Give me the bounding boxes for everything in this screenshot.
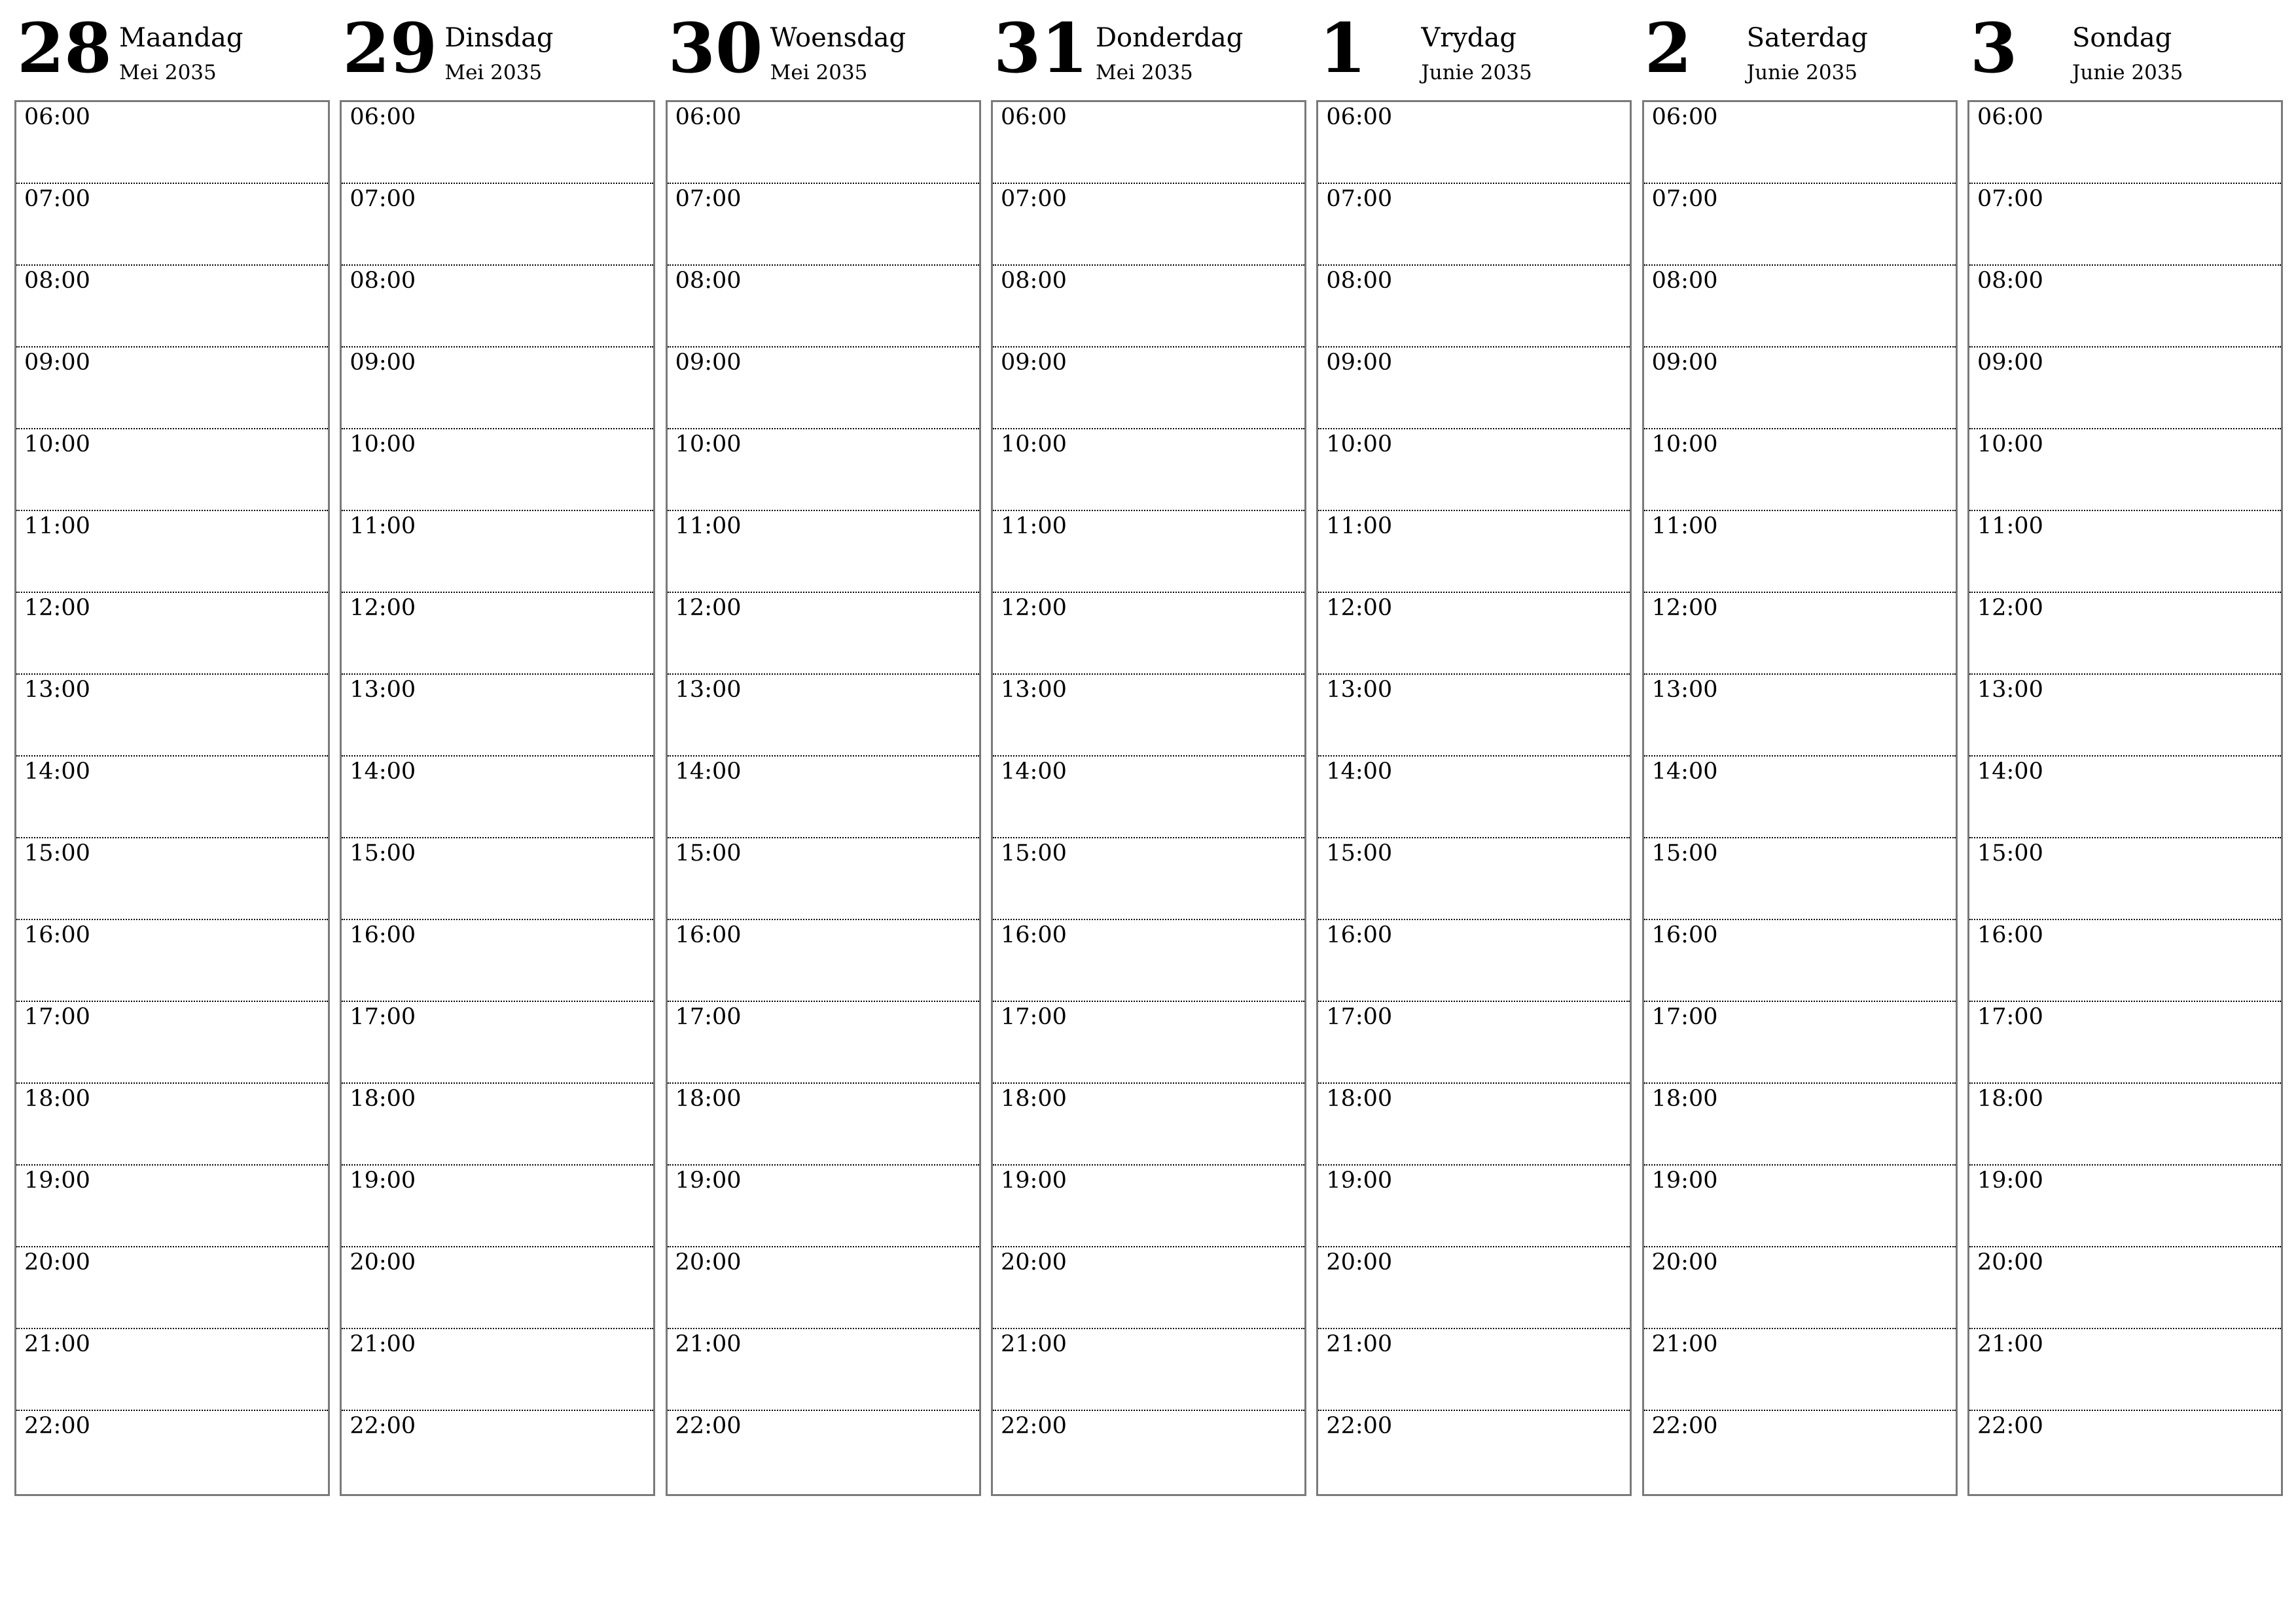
time-slot	[993, 593, 1304, 675]
time-slot-label: 11:00	[24, 513, 90, 539]
time-slot	[993, 1084, 1304, 1166]
time-slot-label: 08:00	[1000, 268, 1067, 294]
time-slot-label: 18:00	[1326, 1086, 1393, 1112]
time-slot	[1318, 920, 1630, 1002]
time-slot-label: 11:00	[1000, 513, 1067, 539]
time-slot	[1644, 1084, 1956, 1166]
time-slot-label: 14:00	[1000, 758, 1067, 785]
time-slot	[1644, 511, 1956, 593]
time-slot	[342, 511, 653, 593]
time-slot	[1644, 1411, 1956, 1494]
time-slot-label: 08:00	[24, 268, 90, 294]
time-slot-label: 21:00	[1326, 1331, 1393, 1357]
time-slot	[1318, 266, 1630, 348]
time-slot-label: 07:00	[675, 186, 742, 212]
time-slot-label: 16:00	[350, 922, 416, 948]
day-name: Dinsdag	[444, 23, 554, 53]
day-column-1	[340, 0, 654, 1499]
time-slot	[668, 511, 979, 593]
day-name: Maandag	[119, 23, 243, 53]
time-slot	[1318, 1411, 1630, 1494]
time-slot-label: 19:00	[24, 1168, 90, 1194]
day-schedule-box	[1642, 100, 1958, 1496]
time-slot-label: 16:00	[675, 922, 742, 948]
day-month-year: Mei 2035	[770, 61, 868, 84]
time-slot-label: 22:00	[1326, 1413, 1393, 1439]
time-slot	[16, 1247, 328, 1329]
time-slot	[993, 348, 1304, 429]
time-slot	[1644, 920, 1956, 1002]
time-slot	[1969, 184, 2281, 266]
time-slot	[1969, 1247, 2281, 1329]
time-slot	[16, 511, 328, 593]
time-slot	[342, 920, 653, 1002]
time-slot-label: 14:00	[1326, 758, 1393, 785]
time-slot	[1969, 593, 2281, 675]
time-slot-label: 06:00	[350, 104, 416, 130]
time-slot-label: 10:00	[1651, 431, 1718, 457]
day-number: 28	[17, 8, 112, 88]
day-header	[14, 0, 329, 98]
time-slot-label: 12:00	[1000, 595, 1067, 621]
day-schedule-box	[1316, 100, 1632, 1496]
time-slot-label: 15:00	[1326, 840, 1393, 866]
time-slot-label: 08:00	[1977, 268, 2043, 294]
time-slot	[993, 429, 1304, 511]
time-slot-label: 19:00	[1651, 1168, 1718, 1194]
time-slot-label: 13:00	[1000, 677, 1067, 703]
time-slot-label: 11:00	[1651, 513, 1718, 539]
time-slot-label: 17:00	[675, 1004, 742, 1030]
time-slot-label: 20:00	[24, 1249, 90, 1275]
time-slot-label: 17:00	[1326, 1004, 1393, 1030]
time-slot-label: 12:00	[675, 595, 742, 621]
time-slot-label: 18:00	[1977, 1086, 2043, 1112]
time-slot-label: 08:00	[675, 268, 742, 294]
time-slot	[1969, 1411, 2281, 1494]
time-slot-label: 13:00	[1977, 677, 2043, 703]
time-slot-label: 10:00	[350, 431, 416, 457]
time-slot	[16, 102, 328, 184]
time-slot	[1644, 429, 1956, 511]
time-slot	[1969, 1166, 2281, 1247]
time-slot-label: 10:00	[675, 431, 742, 457]
day-header	[991, 0, 1305, 98]
time-slot-label: 14:00	[1651, 758, 1718, 785]
time-slot	[993, 757, 1304, 838]
time-slot-label: 20:00	[675, 1249, 742, 1275]
day-header	[666, 0, 980, 98]
time-slot-label: 21:00	[675, 1331, 742, 1357]
time-slot-label: 19:00	[1000, 1168, 1067, 1194]
time-slot-label: 13:00	[1326, 677, 1393, 703]
time-slot	[1969, 1084, 2281, 1166]
time-slot-label: 12:00	[350, 595, 416, 621]
time-slot	[342, 1329, 653, 1411]
time-slot-label: 20:00	[1000, 1249, 1067, 1275]
time-slot	[668, 1329, 979, 1411]
time-slot	[993, 838, 1304, 920]
time-slot	[668, 266, 979, 348]
time-slot-label: 10:00	[24, 431, 90, 457]
time-slot	[668, 1002, 979, 1084]
time-slot	[668, 675, 979, 757]
time-slot-label: 22:00	[350, 1413, 416, 1439]
time-slot-label: 17:00	[1977, 1004, 2043, 1030]
time-slot-label: 11:00	[675, 513, 742, 539]
day-column-0	[14, 0, 329, 1499]
day-name: Saterdag	[1746, 23, 1868, 53]
weekly-planner	[14, 0, 2282, 1499]
time-slot	[16, 1411, 328, 1494]
time-slot-label: 06:00	[24, 104, 90, 130]
time-slot	[993, 266, 1304, 348]
time-slot	[16, 1166, 328, 1247]
time-slot	[342, 429, 653, 511]
time-slot-label: 12:00	[1326, 595, 1393, 621]
time-slot	[1318, 593, 1630, 675]
time-slot	[668, 102, 979, 184]
time-slot	[16, 1084, 328, 1166]
time-slot-label: 17:00	[24, 1004, 90, 1030]
time-slot-label: 18:00	[1000, 1086, 1067, 1112]
time-slot	[16, 348, 328, 429]
time-slot-label: 13:00	[675, 677, 742, 703]
time-slot	[993, 1247, 1304, 1329]
time-slot	[1318, 184, 1630, 266]
time-slot	[1318, 1247, 1630, 1329]
time-slot-label: 19:00	[675, 1168, 742, 1194]
day-header	[1642, 0, 1956, 98]
time-slot	[1969, 675, 2281, 757]
day-schedule-box	[991, 100, 1306, 1496]
time-slot	[16, 266, 328, 348]
day-header	[1967, 0, 2282, 98]
time-slot	[342, 1411, 653, 1494]
time-slot-label: 13:00	[1651, 677, 1718, 703]
time-slot-label: 15:00	[1977, 840, 2043, 866]
time-slot-label: 07:00	[24, 186, 90, 212]
day-month-year: Junie 2035	[1746, 61, 1858, 84]
day-schedule-box	[666, 100, 981, 1496]
time-slot-label: 09:00	[24, 349, 90, 376]
time-slot-label: 20:00	[1651, 1249, 1718, 1275]
time-slot	[16, 838, 328, 920]
day-month-year: Mei 2035	[119, 61, 217, 84]
day-column-6	[1967, 0, 2282, 1499]
time-slot-label: 15:00	[675, 840, 742, 866]
time-slot-label: 11:00	[1326, 513, 1393, 539]
time-slot-label: 09:00	[1000, 349, 1067, 376]
time-slot	[993, 675, 1304, 757]
day-column-2	[666, 0, 980, 1499]
time-slot	[1969, 429, 2281, 511]
time-slot-label: 19:00	[1977, 1168, 2043, 1194]
time-slot-label: 12:00	[24, 595, 90, 621]
time-slot	[668, 429, 979, 511]
time-slot-label: 06:00	[1326, 104, 1393, 130]
time-slot	[1318, 1084, 1630, 1166]
time-slot-label: 16:00	[1651, 922, 1718, 948]
time-slot-label: 16:00	[24, 922, 90, 948]
time-slot-label: 18:00	[24, 1086, 90, 1112]
time-slot-label: 17:00	[350, 1004, 416, 1030]
time-slot-label: 07:00	[1977, 186, 2043, 212]
time-slot	[342, 838, 653, 920]
time-slot	[993, 1329, 1304, 1411]
time-slot-label: 06:00	[1977, 104, 2043, 130]
time-slot	[1644, 757, 1956, 838]
time-slot	[1318, 1002, 1630, 1084]
time-slot-label: 07:00	[1000, 186, 1067, 212]
time-slot-label: 21:00	[350, 1331, 416, 1357]
time-slot	[1644, 1002, 1956, 1084]
time-slot-label: 16:00	[1000, 922, 1067, 948]
time-slot	[668, 838, 979, 920]
time-slot	[16, 757, 328, 838]
time-slot-label: 10:00	[1326, 431, 1393, 457]
time-slot	[1644, 838, 1956, 920]
day-column-4	[1316, 0, 1630, 1499]
day-name: Woensdag	[770, 23, 906, 53]
time-slot-label: 17:00	[1651, 1004, 1718, 1030]
time-slot-label: 18:00	[1651, 1086, 1718, 1112]
time-slot-label: 16:00	[1977, 922, 2043, 948]
time-slot	[668, 593, 979, 675]
time-slot-label: 07:00	[1651, 186, 1718, 212]
time-slot-label: 08:00	[1326, 268, 1393, 294]
time-slot-label: 08:00	[1651, 268, 1718, 294]
time-slot-label: 22:00	[24, 1413, 90, 1439]
time-slot	[1318, 102, 1630, 184]
day-name: Vrydag	[1421, 23, 1516, 53]
time-slot-label: 12:00	[1977, 595, 2043, 621]
time-slot	[668, 1166, 979, 1247]
time-slot-label: 15:00	[350, 840, 416, 866]
day-number: 30	[668, 8, 763, 88]
time-slot	[668, 1411, 979, 1494]
time-slot	[342, 184, 653, 266]
time-slot	[1644, 1329, 1956, 1411]
time-slot-label: 20:00	[350, 1249, 416, 1275]
time-slot-label: 13:00	[24, 677, 90, 703]
time-slot-label: 15:00	[1651, 840, 1718, 866]
time-slot	[993, 184, 1304, 266]
time-slot	[993, 1411, 1304, 1494]
time-slot-label: 22:00	[1651, 1413, 1718, 1439]
time-slot-label: 18:00	[675, 1086, 742, 1112]
day-number: 31	[993, 8, 1088, 88]
time-slot-label: 15:00	[24, 840, 90, 866]
day-header	[340, 0, 654, 98]
time-slot-label: 14:00	[1977, 758, 2043, 785]
time-slot	[668, 920, 979, 1002]
time-slot	[342, 675, 653, 757]
day-schedule-box	[1967, 100, 2283, 1496]
time-slot-label: 19:00	[1326, 1168, 1393, 1194]
time-slot	[993, 920, 1304, 1002]
time-slot-label: 15:00	[1000, 840, 1067, 866]
time-slot-label: 06:00	[1651, 104, 1718, 130]
time-slot	[1318, 675, 1630, 757]
time-slot	[1318, 838, 1630, 920]
time-slot	[16, 920, 328, 1002]
day-month-year: Junie 2035	[2072, 61, 2183, 84]
time-slot	[342, 757, 653, 838]
time-slot	[1969, 266, 2281, 348]
time-slot-label: 09:00	[350, 349, 416, 376]
time-slot-label: 09:00	[1651, 349, 1718, 376]
time-slot	[668, 1084, 979, 1166]
time-slot	[1644, 1166, 1956, 1247]
time-slot	[1969, 348, 2281, 429]
time-slot-label: 06:00	[675, 104, 742, 130]
time-slot-label: 22:00	[1000, 1413, 1067, 1439]
time-slot	[993, 511, 1304, 593]
time-slot	[16, 675, 328, 757]
time-slot-label: 07:00	[350, 186, 416, 212]
time-slot-label: 14:00	[24, 758, 90, 785]
day-number: 3	[1969, 8, 2018, 88]
time-slot	[1644, 184, 1956, 266]
time-slot	[668, 184, 979, 266]
time-slot	[16, 593, 328, 675]
time-slot	[668, 348, 979, 429]
time-slot-label: 14:00	[675, 758, 742, 785]
time-slot	[1318, 1329, 1630, 1411]
time-slot-label: 19:00	[350, 1168, 416, 1194]
time-slot-label: 11:00	[1977, 513, 2043, 539]
time-slot-label: 21:00	[24, 1331, 90, 1357]
time-slot	[1644, 1247, 1956, 1329]
time-slot	[342, 1247, 653, 1329]
time-slot-label: 20:00	[1977, 1249, 2043, 1275]
time-slot-label: 07:00	[1326, 186, 1393, 212]
day-number: 1	[1319, 8, 1367, 88]
time-slot-label: 21:00	[1977, 1331, 2043, 1357]
time-slot	[342, 1084, 653, 1166]
time-slot-label: 20:00	[1326, 1249, 1393, 1275]
time-slot	[342, 102, 653, 184]
time-slot	[16, 1002, 328, 1084]
time-slot	[1644, 593, 1956, 675]
time-slot-label: 12:00	[1651, 595, 1718, 621]
time-slot	[16, 184, 328, 266]
time-slot-label: 21:00	[1000, 1331, 1067, 1357]
time-slot-label: 09:00	[1977, 349, 2043, 376]
time-slot	[1644, 348, 1956, 429]
time-slot	[1644, 102, 1956, 184]
time-slot	[1644, 266, 1956, 348]
day-number: 29	[342, 8, 438, 88]
time-slot	[1318, 348, 1630, 429]
day-month-year: Mei 2035	[1095, 61, 1193, 84]
time-slot-label: 22:00	[675, 1413, 742, 1439]
time-slot-label: 09:00	[1326, 349, 1393, 376]
time-slot	[16, 429, 328, 511]
day-month-year: Mei 2035	[444, 61, 543, 84]
time-slot	[1318, 1166, 1630, 1247]
day-number: 2	[1644, 8, 1693, 88]
time-slot	[1969, 838, 2281, 920]
time-slot-label: 09:00	[675, 349, 742, 376]
day-schedule-box	[340, 100, 655, 1496]
time-slot	[993, 1166, 1304, 1247]
day-name: Sondag	[2072, 23, 2172, 53]
time-slot	[342, 266, 653, 348]
day-column-3	[991, 0, 1305, 1499]
time-slot-label: 17:00	[1000, 1004, 1067, 1030]
time-slot-label: 13:00	[350, 677, 416, 703]
time-slot	[1969, 757, 2281, 838]
time-slot	[993, 1002, 1304, 1084]
time-slot	[16, 1329, 328, 1411]
time-slot	[342, 1166, 653, 1247]
time-slot-label: 18:00	[350, 1086, 416, 1112]
day-header	[1316, 0, 1630, 98]
time-slot	[1969, 511, 2281, 593]
time-slot	[1969, 102, 2281, 184]
time-slot	[1644, 675, 1956, 757]
time-slot-label: 21:00	[1651, 1331, 1718, 1357]
time-slot	[342, 593, 653, 675]
day-name: Donderdag	[1095, 23, 1244, 53]
time-slot	[342, 348, 653, 429]
time-slot	[1318, 429, 1630, 511]
day-column-5	[1642, 0, 1956, 1499]
time-slot	[993, 102, 1304, 184]
time-slot	[1969, 920, 2281, 1002]
time-slot-label: 14:00	[350, 758, 416, 785]
time-slot-label: 22:00	[1977, 1413, 2043, 1439]
time-slot-label: 08:00	[350, 268, 416, 294]
time-slot-label: 16:00	[1326, 922, 1393, 948]
time-slot	[668, 757, 979, 838]
time-slot	[1969, 1002, 2281, 1084]
time-slot	[342, 1002, 653, 1084]
time-slot-label: 10:00	[1000, 431, 1067, 457]
day-month-year: Junie 2035	[1421, 61, 1532, 84]
time-slot	[1318, 511, 1630, 593]
time-slot	[1318, 757, 1630, 838]
time-slot	[668, 1247, 979, 1329]
day-schedule-box	[14, 100, 330, 1496]
time-slot-label: 10:00	[1977, 431, 2043, 457]
time-slot-label: 06:00	[1000, 104, 1067, 130]
time-slot	[1969, 1329, 2281, 1411]
time-slot-label: 11:00	[350, 513, 416, 539]
